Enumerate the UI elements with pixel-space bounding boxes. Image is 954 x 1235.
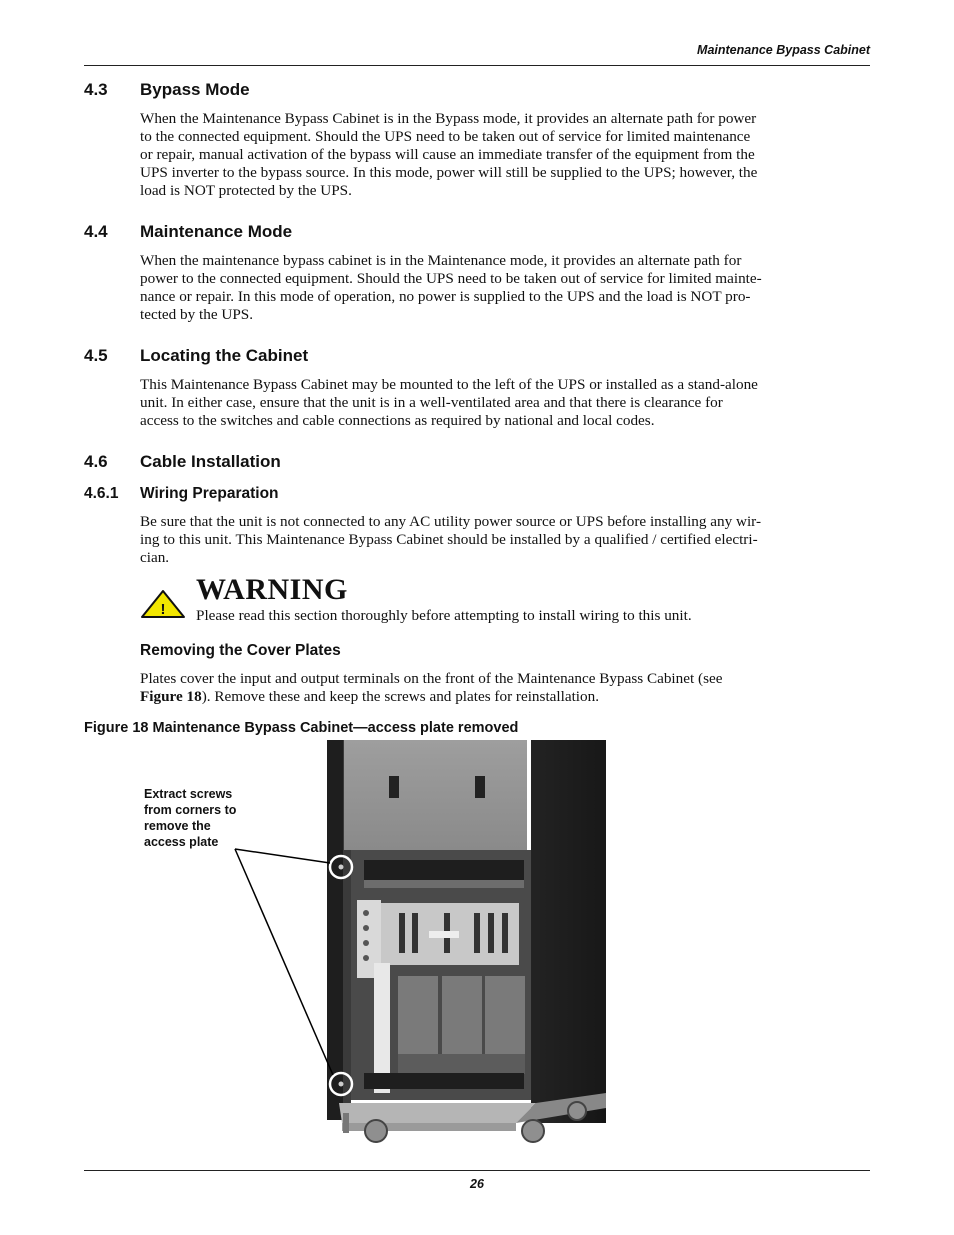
locating-cabinet-paragraph <box>140 376 870 430</box>
bottom-bus-bar <box>364 1073 524 1089</box>
section-title: Bypass Mode <box>140 80 250 99</box>
page-number: 26 <box>470 1177 484 1191</box>
section-heading-4-6-1 <box>84 485 279 503</box>
breaker-module-1 <box>398 976 438 1054</box>
text-line: nance or repair. In this mode of operation, no power is supplied to the UPS and the load is NOT pro- <box>140 288 751 305</box>
section-heading-4-5 <box>84 346 308 366</box>
callout-line: remove the <box>144 819 211 833</box>
text-line: tected by the UPS. <box>140 306 254 323</box>
section-number: 4.6 <box>84 452 108 471</box>
section-number: 4.4 <box>84 222 108 241</box>
text-line: or repair, manual activation of the bypass will cause an immediate transfer of the equipment from the <box>140 146 755 163</box>
text-line: Plates cover the input and output terminals on the front of the Maintenance Bypass Cabinet (see <box>140 670 723 687</box>
section-number: 4.6.1 <box>84 485 119 502</box>
section-title: Maintenance Mode <box>140 222 293 241</box>
text-line-rest: ). Remove these and keep the screws and plates for reinstallation. <box>201 688 600 705</box>
warning-text: Please read this section thoroughly before attempting to install wiring to this unit. <box>196 607 692 624</box>
callout-line: from corners to <box>144 803 237 817</box>
section-number: 4.3 <box>84 80 108 99</box>
leveling-foot <box>343 1113 349 1133</box>
text-line <box>140 688 870 706</box>
maintenance-mode-paragraph <box>140 252 870 324</box>
text-line: load is NOT protected by the UPS. <box>140 182 352 199</box>
cover-plates-paragraph <box>140 670 870 706</box>
text-line: access to the switches and cable connections as required by national and local codes. <box>140 412 655 429</box>
section-title: Locating the Cabinet <box>140 346 309 365</box>
section-title: Wiring Preparation <box>140 485 279 502</box>
breaker-switch-left <box>389 776 399 798</box>
callout-line: access plate <box>144 835 219 849</box>
text-line: unit. In either case, ensure that the unit is in a well-ventilated area and that there is clearance for <box>140 394 723 411</box>
warning-triangle-icon <box>140 589 186 619</box>
caster-wheel-rear <box>568 1102 586 1120</box>
cabinet-left-frame <box>327 740 343 1120</box>
cabinet-upper-panel <box>344 740 527 850</box>
cover-plates-heading: Removing the Cover Plates <box>140 642 341 659</box>
header-rule <box>84 65 870 66</box>
text-line: When the Maintenance Bypass Cabinet is in the Bypass mode, it provides an alternate path for power <box>140 110 757 127</box>
figure-caption: Figure 18 Maintenance Bypass Cabinet—access plate removed <box>84 720 519 736</box>
leader-line-top <box>235 849 330 863</box>
leader-line-bottom <box>235 849 333 1075</box>
footer-rule <box>84 1170 870 1171</box>
breaker-module-2 <box>442 976 482 1054</box>
figure-reference: Figure 18 <box>140 688 202 705</box>
breaker-module-3 <box>485 976 525 1054</box>
figure-callout-label <box>144 786 236 850</box>
section-heading-4-3 <box>84 80 250 100</box>
warning-title: WARNING <box>196 573 348 606</box>
section-title: Cable Installation <box>140 452 281 471</box>
bypass-mode-paragraph <box>140 110 870 200</box>
text-line: to the connected equipment. Should the UPS need to be taken out of service for limited maintenance <box>140 128 751 145</box>
caster-wheel-right <box>522 1120 544 1142</box>
caster-wheel-left <box>365 1120 387 1142</box>
section-heading-4-6 <box>84 452 281 472</box>
callout-line: Extract screws <box>144 787 233 801</box>
text-line: UPS inverter to the bypass source. In this mode, power will still be supplied to the UPS; however, the <box>140 164 758 181</box>
text-line: power to the connected equipment. Should the UPS need to be taken out of service for limited mainte- <box>140 270 762 287</box>
cabinet-figure <box>84 738 870 1150</box>
running-header: Maintenance Bypass Cabinet <box>697 43 870 57</box>
text-line: Be sure that the unit is not connected to any AC utility power source or UPS before installing any wir- <box>140 513 761 530</box>
breaker-switch-right <box>475 776 485 798</box>
text-line: cian. <box>140 549 170 566</box>
text-line: When the maintenance bypass cabinet is in the Maintenance mode, it provides an alternate path for <box>140 252 742 269</box>
section-heading-4-4 <box>84 222 292 242</box>
section-number: 4.5 <box>84 346 108 365</box>
text-line: ing to this unit. This Maintenance Bypass Cabinet should be installed by a qualified / certified electri- <box>140 531 758 548</box>
text-line: This Maintenance Bypass Cabinet may be mounted to the left of the UPS or installed as a stand-alone <box>140 376 758 393</box>
cabinet-base-plate <box>339 1103 536 1123</box>
top-bus-bar <box>364 860 524 880</box>
wiring-preparation-paragraph <box>140 513 870 567</box>
warning-symbol: ! <box>160 601 166 618</box>
